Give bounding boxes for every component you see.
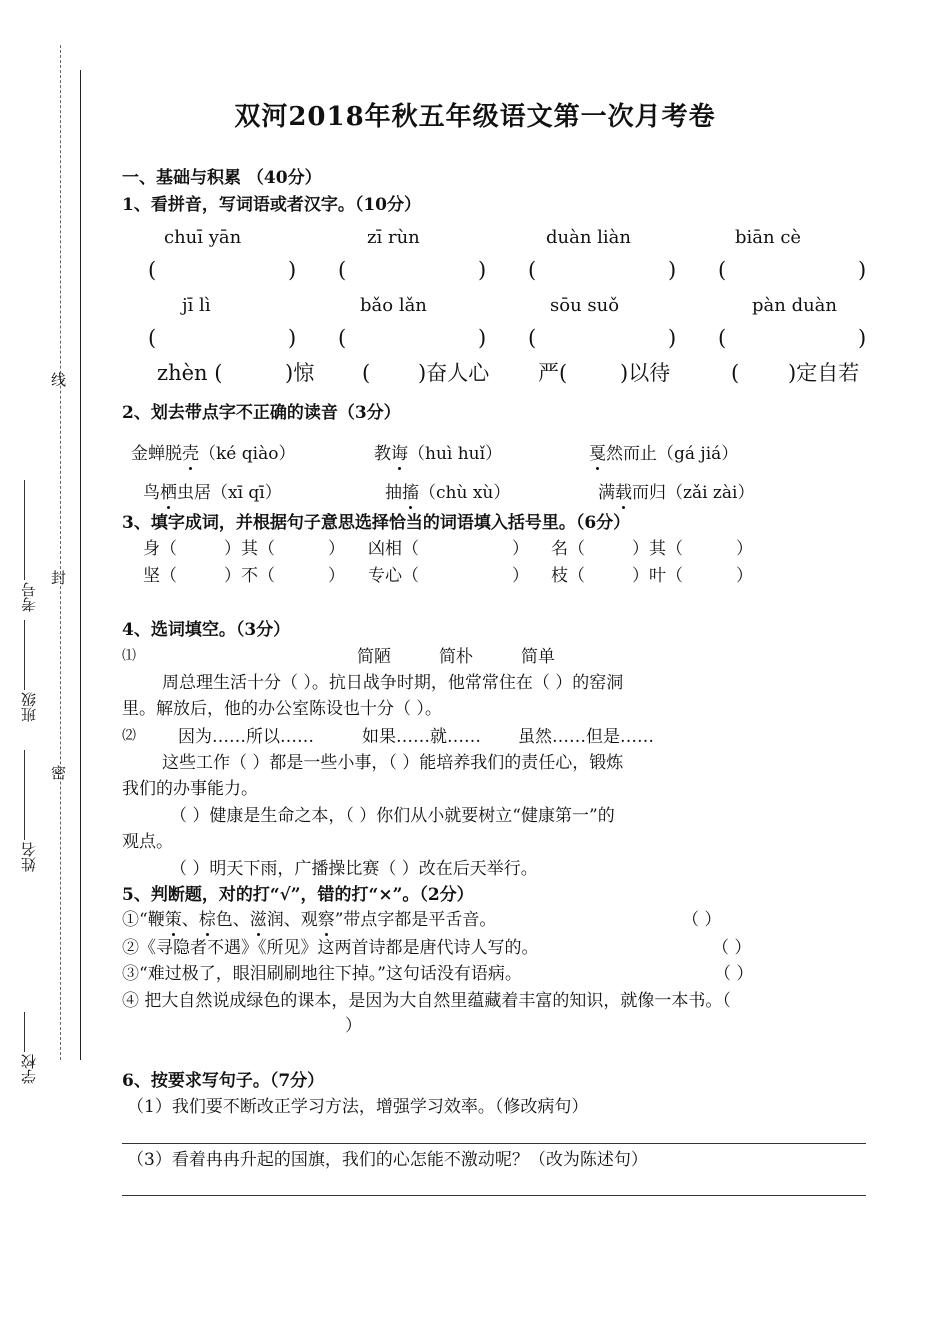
q2-item: [598, 485, 754, 502]
answer-bracket-open[interactable]: (: [338, 326, 347, 350]
pinyin: pàn duàn: [752, 295, 838, 316]
q5-answer-mark[interactable]: （ ）: [712, 938, 752, 958]
q4-part-2-line-1[interactable]: 这些工作（ ）都是一些小事，（ ）能培养我们的责任心，锻炼: [162, 753, 624, 773]
q5-heading: 5、判断题，对的打“√”，错的打“×”。（2分）: [122, 885, 474, 905]
answer-bracket-open[interactable]: (: [718, 326, 727, 350]
reading-options[interactable]: 虫居（xī qī）: [177, 483, 282, 503]
pinyin: jī lì: [182, 295, 211, 316]
q2-item: [131, 446, 295, 463]
q3-text: ）叶（: [632, 566, 683, 586]
answer-bracket-close: ): [288, 326, 297, 350]
q2-heading: 2、划去带点字不正确的读音（3分）: [122, 403, 401, 423]
solid-binding-line: [80, 70, 81, 1060]
dotted-char: 诲: [391, 444, 408, 464]
q2-item: [374, 446, 502, 463]
q3-text: 凶相（: [368, 539, 419, 559]
q3-text: 枝（: [551, 566, 585, 586]
dotted-char: 栖: [160, 483, 177, 503]
pinyin: zī rùn: [367, 227, 420, 248]
reading-options[interactable]: （chù xù）: [419, 483, 511, 503]
q6-item-1: （1）我们要不断改正学习方法，增强学习效率。（修改病句）: [127, 1097, 589, 1117]
class-field: [22, 618, 37, 722]
dotted-char: 壳: [182, 444, 199, 464]
q5-text: 、: [181, 910, 199, 930]
q1-heading: 1、看拼音，写词语或者汉字。（10分）: [122, 195, 421, 215]
section-1-heading: 一、基础与积累 （40分）: [122, 168, 322, 188]
idiom-blank[interactable]: zhèn (: [157, 361, 223, 385]
dotted-char: 戛: [589, 444, 606, 464]
q5-text: 润、观: [266, 910, 318, 930]
q3-text: ）: [328, 539, 345, 559]
word-option: 简单: [521, 647, 555, 667]
word-option: 如果……就……: [362, 727, 481, 747]
q5-text: ”带点字都是平舌音。: [334, 910, 497, 930]
answer-bracket-open[interactable]: (: [148, 258, 157, 282]
school-label: 学校: [20, 1054, 38, 1084]
answer-bracket-close: ): [858, 258, 867, 282]
idiom-text: )奋人心: [418, 361, 490, 385]
word-text: 鸟: [143, 483, 160, 503]
q5-item-3: ③“难过极了，眼泪刷刷地往下掉。”这句话没有语病。: [122, 964, 522, 984]
idiom-text: )惊: [285, 361, 315, 385]
dotted-char: 滋: [249, 910, 267, 930]
number-field: [22, 478, 37, 612]
name-field: [22, 748, 37, 872]
dotted-char: 棕: [198, 910, 216, 930]
number-label: 考号: [20, 582, 38, 612]
q3-text: ）其（: [224, 539, 275, 559]
pinyin: duàn liàn: [546, 227, 631, 248]
q4-heading: 4、选词填空。（3分）: [122, 620, 291, 640]
answer-line[interactable]: [122, 1195, 866, 1196]
idiom-blank[interactable]: 严(: [538, 361, 568, 385]
q3-text: ）: [512, 539, 529, 559]
q4-part-2-line-2: 我们的办事能力。: [122, 779, 258, 799]
q4-part-1-line-2[interactable]: 里。解放后，他的办公室陈设也十分（ ）。: [122, 699, 442, 719]
dotted-char: 载: [615, 483, 632, 503]
q3-text: ）: [328, 566, 345, 586]
q2-item: [385, 485, 510, 502]
q3-heading: 3、填字成词，并根据句子意思选择恰当的词语填入括号里。（6分）: [122, 513, 631, 533]
idiom-blank[interactable]: (: [362, 361, 371, 385]
number-underline[interactable]: [25, 480, 26, 580]
idiom-blank[interactable]: (: [731, 361, 740, 385]
answer-bracket-open[interactable]: (: [528, 326, 537, 350]
pinyin: biān cè: [735, 227, 802, 248]
word-option: 虽然……但是……: [518, 727, 654, 747]
q4-part-2-line-3[interactable]: （ ）健康是生命之本，（ ）你们从小就要树立“健康第一”的: [170, 806, 615, 826]
pinyin: bǎo lǎn: [360, 295, 427, 316]
word-text: 教: [374, 444, 391, 464]
q6-item-3: （3）看着冉冉升起的国旗，我们的心怎能不激动呢？（改为陈述句）: [127, 1150, 648, 1170]
reading-options[interactable]: 而归（zǎi zài）: [632, 483, 755, 503]
q5-answer-mark[interactable]: （ ）: [714, 964, 754, 984]
word-text: 抽: [385, 483, 402, 503]
dotted-char: 策: [164, 910, 182, 930]
q3-text: ）其（: [632, 539, 683, 559]
pinyin: sōu suǒ: [550, 295, 620, 316]
q2-item: [589, 446, 738, 463]
class-underline[interactable]: [25, 620, 26, 690]
word-option: 简朴: [439, 647, 473, 667]
fold-secret-label: 密: [49, 765, 67, 780]
q3-text: 坚（: [143, 566, 177, 586]
answer-bracket-open[interactable]: (: [148, 326, 157, 350]
word-text: 满: [598, 483, 615, 503]
q5-item-1: [122, 912, 496, 929]
word-option: 因为……所以……: [178, 727, 314, 747]
name-label: 姓名: [20, 842, 38, 872]
q4-part-1-number: ⑴: [122, 648, 136, 664]
answer-bracket-close: ): [668, 326, 677, 350]
q5-answer-mark[interactable]: （ ）: [682, 910, 722, 930]
q5-text: 色、: [215, 910, 250, 930]
answer-bracket-open[interactable]: (: [338, 258, 347, 282]
dashed-binding-line: [60, 45, 61, 1060]
answer-bracket-close: ): [668, 258, 677, 282]
fold-line-label: 线: [49, 372, 67, 387]
q5-answer-mark-end[interactable]: ）: [345, 1016, 362, 1036]
answer-bracket-close: ): [478, 326, 487, 350]
q2-item: [143, 485, 282, 502]
q3-text: 名（: [551, 539, 585, 559]
answer-bracket-close: ): [478, 258, 487, 282]
q4-part-2-number: ⑵: [122, 728, 136, 744]
word-text: 金蝉脱: [131, 444, 182, 464]
q3-text: ）: [512, 566, 529, 586]
class-label: 班级: [20, 692, 38, 722]
school-underline[interactable]: [25, 1012, 26, 1052]
answer-bracket-close: ): [858, 326, 867, 350]
q3-text: 身（: [143, 539, 177, 559]
q4-part-2-line-4: 观点。: [122, 832, 173, 852]
reading-options[interactable]: （ké qiào）: [199, 444, 296, 464]
idiom-text: )以待: [620, 361, 671, 385]
reading-options[interactable]: （huì huǐ）: [408, 444, 503, 464]
name-underline[interactable]: [25, 750, 26, 840]
answer-bracket-close: ): [288, 258, 297, 282]
pinyin: chuī yān: [164, 227, 242, 248]
school-field: [22, 1010, 37, 1084]
answer-bracket-open[interactable]: (: [528, 258, 537, 282]
exam-title: 双河2018年秋五年级语文第一次月考卷: [234, 102, 716, 132]
q3-text: ）不（: [224, 566, 275, 586]
answer-line[interactable]: [122, 1143, 866, 1144]
q5-item-2: ②《寻隐者不遇》《所见》这两首诗都是唐代诗人写的。: [122, 938, 539, 958]
answer-bracket-open[interactable]: (: [718, 258, 727, 282]
dotted-char: 察: [317, 910, 335, 930]
fold-seal-label: 封: [49, 570, 67, 585]
q3-text: ）: [736, 539, 753, 559]
word-option: 简陋: [357, 647, 391, 667]
idiom-text: )定自若: [788, 361, 860, 385]
q4-part-1-line-1[interactable]: 周总理生活十分（ ）。抗日战争时期，他常常住在（ ）的窑洞: [162, 673, 624, 693]
q4-part-2-line-5[interactable]: （ ）明天下雨，广播操比赛（ ）改在后天举行。: [170, 859, 538, 879]
binding-margin: [0, 0, 95, 1317]
reading-options[interactable]: 然而止（gá jiá）: [606, 444, 739, 464]
q3-text: 专心（: [368, 566, 419, 586]
dotted-char: 搐: [402, 483, 419, 503]
q5-item-4: ④ 把大自然说成绿色的课本，是因为大自然里蕴藏着丰富的知识，就像一本书。（: [122, 991, 731, 1011]
q5-text: ①“鞭: [122, 910, 165, 930]
q6-heading: 6、按要求写句子。（7分）: [122, 1071, 325, 1091]
q3-text: ）: [736, 566, 753, 586]
